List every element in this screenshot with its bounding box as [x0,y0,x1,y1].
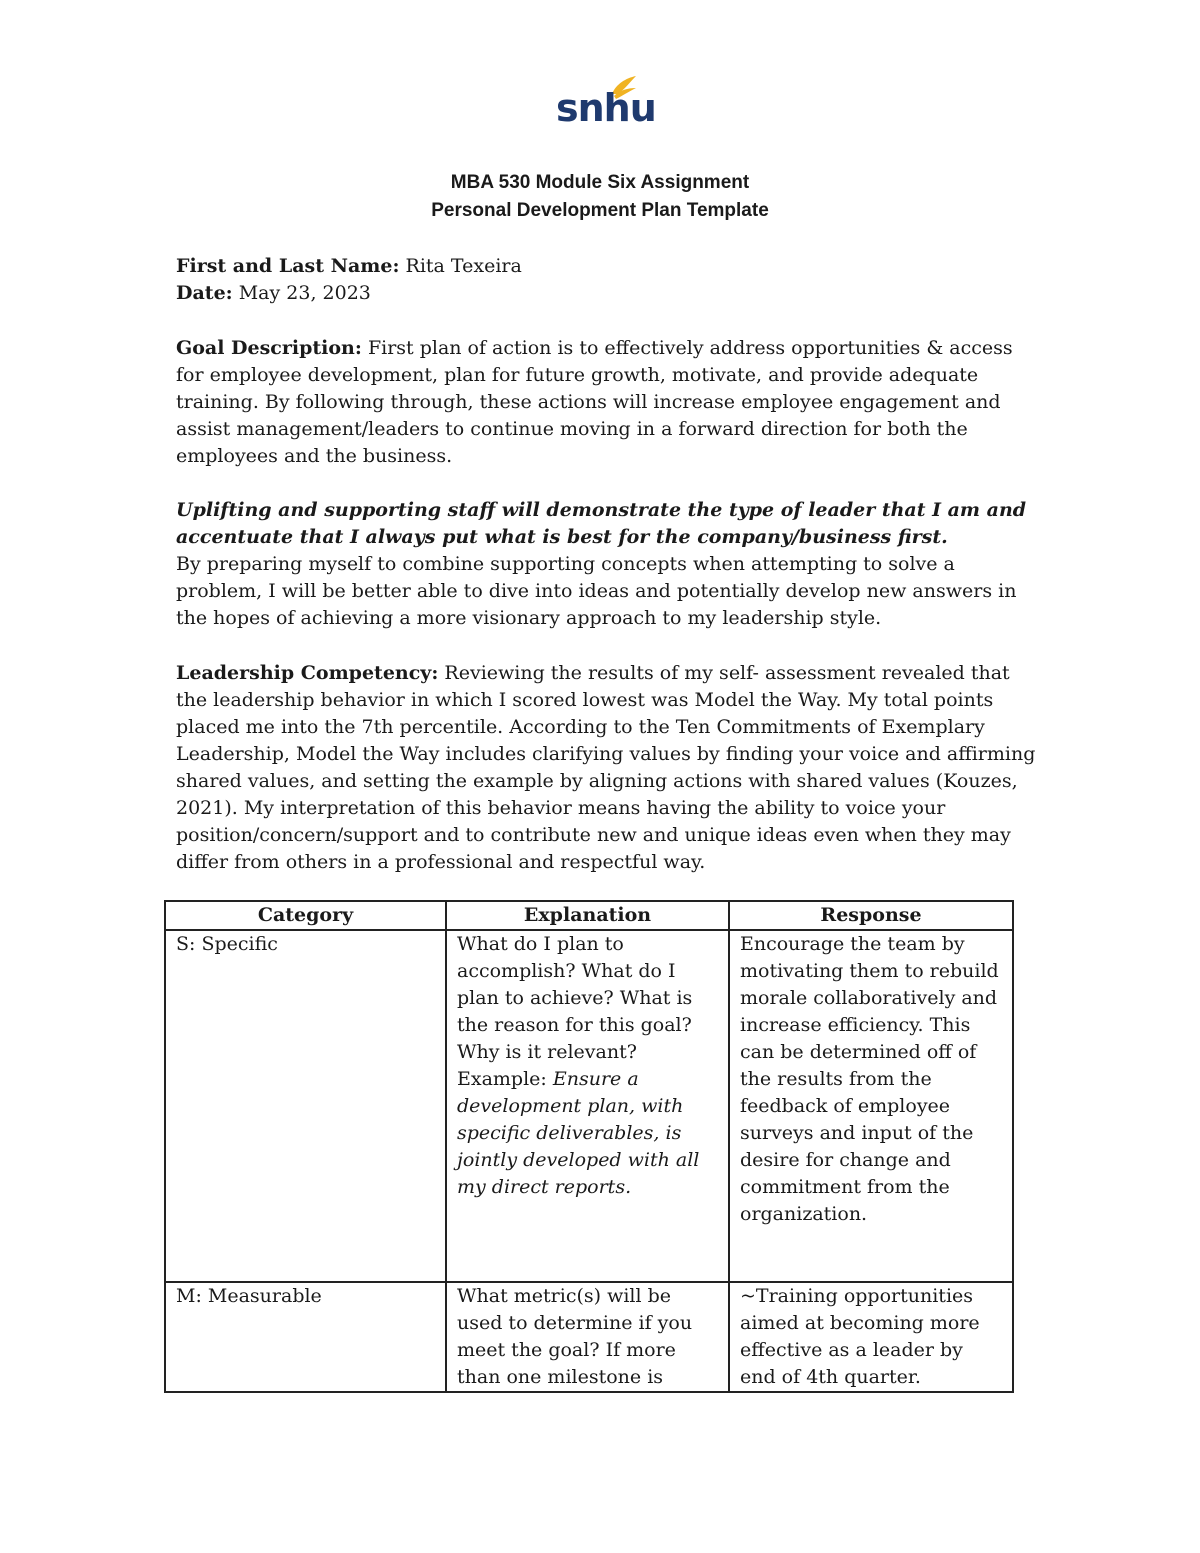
date-value: May 23, 2023 [238,282,371,304]
name-label: First and Last Name: [176,255,400,277]
leadership-text: Reviewing the results of my self- assessment revealed that the leadership behavior in which I scored lowest was Model the Way. My total points placed me into the 7th percentile. According to the Ten Commitments of Exemplary Leadership, Model the Way includes clarifying values by finding your voice and affirming shared values, and setting the example by aligning actions with shared values (Kouzes, 2021). My interpretation of this behavior means having the ability to voice your position/concern/support and to contribute new and unique ideas even when they may differ from others in a professional and respectful way. [176,662,1036,873]
header-category: Category [165,901,446,930]
explanation-cell: What metric(s) will be used to determine if you meet the goal? If more than one milestone is [446,1282,729,1392]
goal-description [176,335,1036,470]
leadership-competency [176,660,1036,876]
leadership-label: Leadership Competency: [176,662,439,684]
date-line [176,280,1036,307]
response-cell: ~Training opportunities aimed at becoming more effective as a leader by end of 4th quarter. [729,1282,1013,1392]
header-explanation: Explanation [446,901,729,930]
emphasis-text: By preparing myself to combine supporting concepts when attempting to solve a problem, I will be better able to dive into ideas and potentially develop new answers in the hopes of achieving a more visionary approach to my leadership style. [176,553,1017,629]
emphasis-block [176,497,1036,632]
example-label: Example: [457,1068,547,1090]
info-block [176,253,1036,307]
example-text: Ensure a development plan, with specific deliverables, is jointly developed with all my direct reports. [457,1068,700,1198]
explanation-cell [446,930,729,1282]
category-cell: M: Measurable [165,1282,446,1392]
response-cell: Encourage the team by motivating them to rebuild morale collaboratively and increase efficiency. This can be determined off of the results from the feedback of employee surveys and input of the desire for change and commitment from the organization. [729,930,1013,1282]
date-label: Date: [176,282,233,304]
logo-text: snhu [556,86,656,130]
snhu-logo [556,72,656,134]
header-response: Response [729,901,1013,930]
emphasis-statement: Uplifting and supporting staff will demonstrate the type of leader that I am and accentuate that I always put what is best for the company/business first. [176,499,1027,548]
goal-text: First plan of action is to effectively address opportunities & access for employee development, plan for future growth, motivate, and provide adequate training. By following through, these actions will increase employee engagement and assist management/leaders to continue moving in a forward direction for both the employees and the business. [176,337,1013,467]
name-value: Rita Texeira [405,255,522,277]
page-subtitle: Personal Development Plan Template [431,200,769,221]
page-title: MBA 530 Module Six Assignment [450,172,750,193]
table-row [165,930,1013,1282]
name-line [176,253,1036,280]
table-row [165,1282,1013,1392]
goal-label: Goal Description: [176,337,362,359]
category-cell: S: Specific [165,930,446,1282]
explanation-text: What do I plan to accomplish? What do I plan to achieve? What is the reason for this goal? Why is it relevant? [457,933,693,1063]
table-header-row [165,901,1013,930]
smart-goal-table [164,900,1014,1393]
